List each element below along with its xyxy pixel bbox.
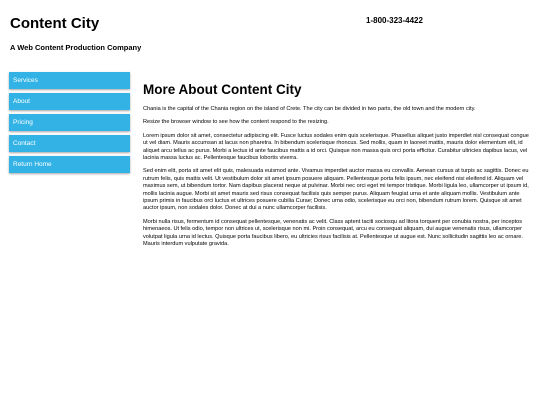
resize-note-paragraph: Resize the browser window to see how the content respond to the resizing. [143, 119, 329, 126]
sidebar-nav [9, 72, 130, 177]
body-paragraph: Lorem ipsum dolor sit amet, consectetur adipiscing elit. Fusce luctus sodales enim quis scelerisque. Phasellus aliquet justo imperdiet nisl consequat congue ut vel diam. Mauris accumsan at lacus non pharetra. In bibendum scelerisque rhoncus. Sed mollis, quam in laoreet mattis, mauris dolor elementum elit, id aliquet arcu tellus ac purus. Morbi a lectus id ante faucibus mattis a id orci. Quisque non massa quis orci porta efficitur. Curabitur ultricies dapibus lacus, vel lacinia massa luctus ac. Pellentesque faucibus lobortis viverra. [143, 132, 529, 162]
body-paragraph: Sed enim elit, porta sit amet elit quis, malesuada euismod ante. Vivamus imperdiet auctor massa eu convallis. Aenean cursus at turpis ac sagittis. Donec eu rutrum felis, quis mattis velit. Ut vestibulum dolor sit amet ipsum posuere aliquam. Pellentesque porta felis ipsum, nec eleifend nisi eleifend id. Aliquam vel maximus sem, ut bibendum tortor. Nam dapibus placerat neque at pulvinar. Morbi nec orci eget mi tempor tristique. Morbi ligula leo, ullamcorper ut ipsum id, mollis lacinia augue. Morbi sit amet mauris sed risus consequat facilisis quis semper purus. Aliquam feugiat urna et ante aliquam mollis. Vestibulum ante ipsum primis in faucibus orci luctus et ultrices posuere cubilia Curae; Donec urna odio, scelerisque eu orci non, bibendum rutrum lorem. Quisque sit amet auctor ipsum, non sodales dolor. Donec at dui a nunc ullamcorper facilisis. [143, 168, 529, 212]
phone-number: 1-800-323-4422 [366, 16, 423, 25]
nav-item-about[interactable]: About [9, 93, 130, 110]
intro-paragraph: Chania is the capital of the Chania region on the island of Crete. The city can be divided in two parts, the old town and the modern city. [143, 106, 476, 112]
body-paragraph: Morbi nulla risus, fermentum id consequat pellentesque, venenatis ac velit. Class aptent taciti sociosqu ad litora torquent per conubia nostra, per inceptos himenaeos. Ut felis odio, tempor non ultrices ut, scelerisque non mi. Proin consequat, arcu eu consequat aliquam, dui augue venenatis risus, ullamcorper volutpat ligula urna id lectus. Quisque porta faucibus libero, eu ultricies risus facilisis at. Pellentesque ut augue est. Nunc sollicitudin sagittis leo ac ornare. Mauris interdum vulputate gravida. [143, 218, 523, 248]
site-tagline: A Web Content Production Company [10, 43, 142, 52]
nav-item-contact[interactable]: Contact [9, 135, 130, 152]
nav-item-pricing[interactable]: Pricing [9, 114, 130, 131]
main-content [143, 82, 531, 255]
nav-item-return-home[interactable]: Return Home [9, 156, 130, 173]
nav-item-services[interactable]: Services [9, 72, 130, 89]
site-title: Content City [10, 15, 100, 32]
page-heading: More About Content City [143, 82, 302, 97]
